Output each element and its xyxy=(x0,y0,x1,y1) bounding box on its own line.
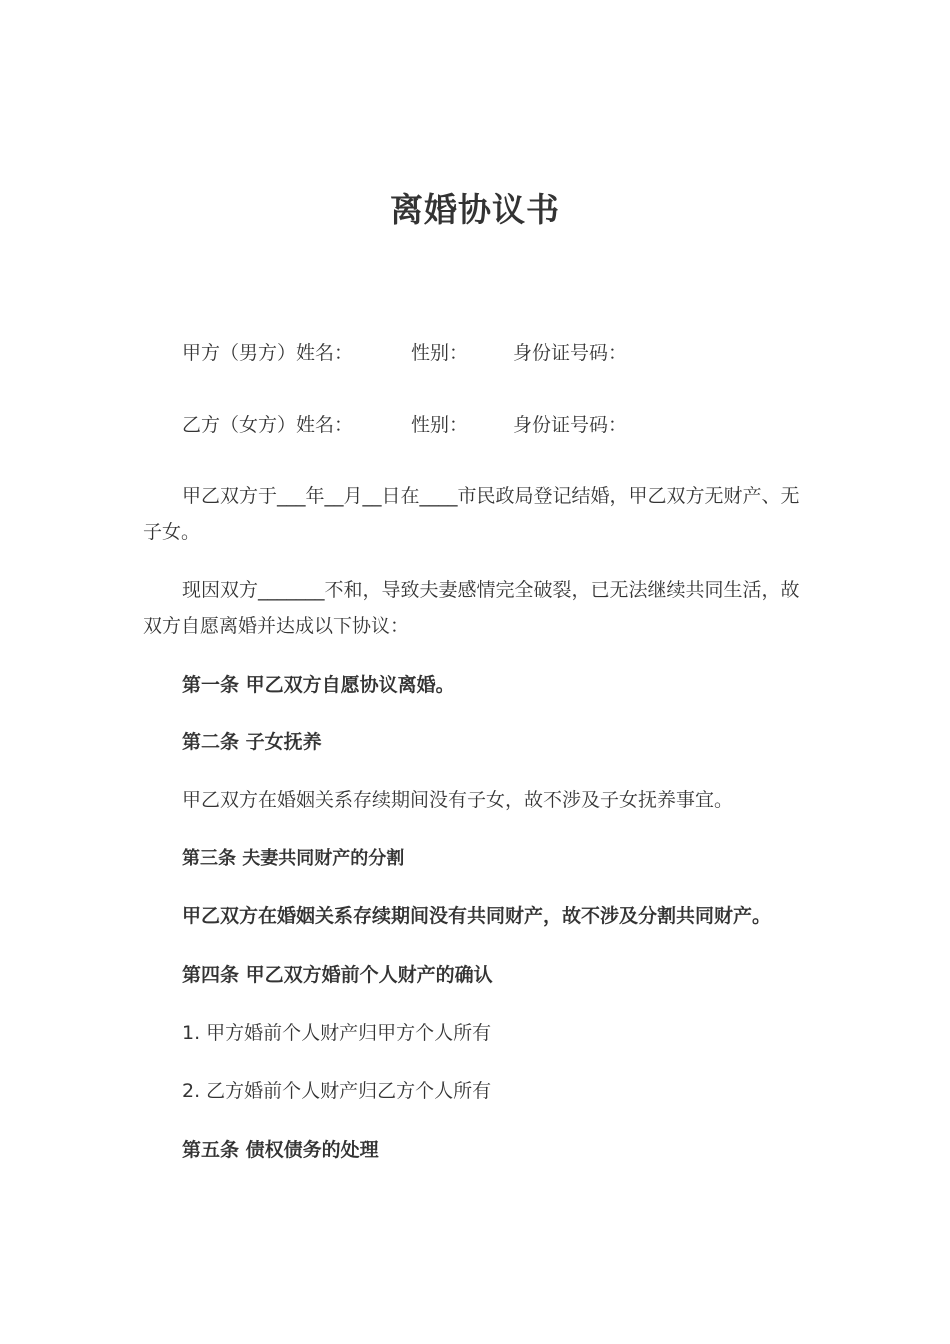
party-a-id-label: 身份证号码： xyxy=(513,342,628,364)
divorce-reason-paragraph: 现因双方_______不和，导致夫妻感情完全破裂，已无法继续共同生活，故双方自愿离婚并达成以下协议： xyxy=(143,579,800,637)
article-3-body: 甲乙双方在婚姻关系存续期间没有共同财产，故不涉及分割共同财产。 xyxy=(182,905,772,927)
marriage-registration-paragraph: 甲乙双方于___年__月__日在____市民政局登记结婚，甲乙双方无财产、无子女。 xyxy=(143,485,800,543)
party-b-gender-label: 性别： xyxy=(411,414,469,436)
article-4-item-2: 2. 乙方婚前个人财产归乙方个人所有 xyxy=(182,1080,492,1102)
party-b-name-label: 乙方（女方）姓名： xyxy=(182,414,354,436)
party-a-gender-label: 性别： xyxy=(411,342,469,364)
party-a-name-label: 甲方（男方）姓名： xyxy=(182,342,354,364)
party-b-id-label: 身份证号码： xyxy=(513,414,628,436)
document-title: 离婚协议书 xyxy=(390,190,560,229)
article-4-item-1: 1. 甲方婚前个人财产归甲方个人所有 xyxy=(182,1022,492,1044)
article-2-body: 甲乙双方在婚姻关系存续期间没有子女，故不涉及子女抚养事宜。 xyxy=(182,789,734,811)
article-4-heading: 第四条 甲乙双方婚前个人财产的确认 xyxy=(182,964,493,986)
article-5-heading: 第五条 债权债务的处理 xyxy=(182,1139,379,1161)
article-3-heading: 第三条 夫妻共同财产的分割 xyxy=(182,848,405,869)
article-1-heading: 第一条 甲乙双方自愿协议离婚。 xyxy=(182,674,455,696)
article-2-heading: 第二条 子女抚养 xyxy=(182,731,322,753)
